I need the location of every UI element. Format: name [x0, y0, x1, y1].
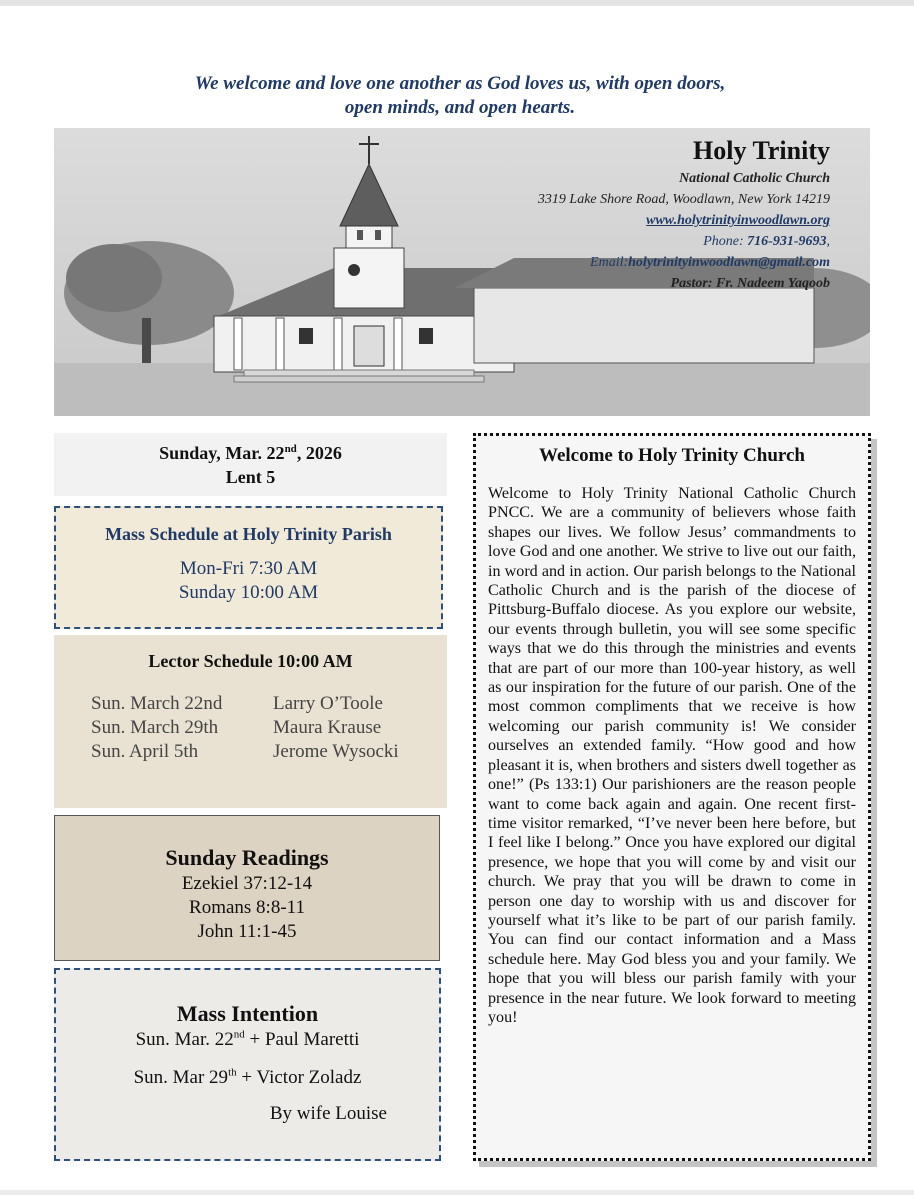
mass-schedule-weekday: Mon-Fri 7:30 AM: [179, 558, 318, 579]
date-sup: nd: [284, 443, 297, 455]
date-prefix: Sunday, Mar. 22: [159, 443, 285, 463]
reading-2: Romans 8:8-11: [189, 897, 305, 918]
welcome-title: Welcome to Holy Trinity Church: [539, 445, 805, 466]
reading-3: John 11:1-45: [197, 921, 297, 942]
pastor-line: [538, 273, 830, 294]
reading-1: Ezekiel 37:12-14: [181, 873, 313, 894]
lector-name: Jerome Wysocki: [273, 741, 399, 762]
mass-schedule-box: [54, 506, 443, 629]
intention-1-date: Sun. Mar. 22: [135, 1029, 234, 1050]
church-contact-info: [538, 136, 830, 294]
phone-suffix: ,: [826, 234, 830, 249]
website-link[interactable]: www.holytrinityinwoodlawn.org: [646, 213, 830, 228]
mass-schedule-sunday: Sunday 10:00 AM: [178, 582, 319, 603]
email-line: [538, 252, 830, 273]
intention-line-2: [56, 1066, 439, 1090]
lector-row: [54, 740, 447, 764]
church-subtitle: National Catholic Church: [679, 171, 830, 186]
intention-1-sup: nd: [233, 1028, 245, 1041]
mass-intention-box: [54, 968, 441, 1161]
pastor-label: Pastor: [670, 276, 708, 291]
motto-line-1: We welcome and love one another as God loves us, with open doors,: [194, 73, 726, 94]
lector-date: Sun. April 5th: [91, 741, 199, 762]
welcome-box: [473, 433, 871, 1161]
date-box: [54, 433, 447, 496]
phone-line: [538, 231, 830, 252]
intention-title: Mass Intention: [176, 1001, 319, 1026]
intention-line-1: [56, 1028, 439, 1052]
church-banner: [54, 128, 870, 416]
intention-2-date: Sun. Mar 29: [133, 1067, 229, 1088]
intention-2-name: + Victor Zoladz: [236, 1067, 362, 1088]
lector-name: Maura Krause: [273, 717, 382, 738]
top-bar: [0, 0, 914, 6]
lector-schedule-title: Lector Schedule 10:00 AM: [148, 651, 353, 671]
mass-schedule-title: Mass Schedule at Holy Trinity Parish: [105, 524, 392, 544]
phone-number[interactable]: 716-931-9693: [747, 234, 827, 249]
readings-title: Sunday Readings: [165, 845, 329, 870]
motto-line-2: open minds, and open hearts.: [344, 97, 576, 118]
parish-motto: [100, 72, 820, 120]
intention-2-sup: th: [228, 1066, 237, 1079]
date-suffix: , 2026: [296, 443, 342, 463]
lector-schedule-box: [54, 635, 447, 808]
intention-line-3: By wife Louise: [269, 1103, 387, 1124]
lector-date: Sun. March 22nd: [91, 693, 223, 714]
bottom-line: [0, 1190, 914, 1195]
bulletin-date: [54, 441, 447, 465]
lector-row: [54, 692, 447, 716]
lector-row: [54, 716, 447, 740]
liturgical-season: Lent 5: [225, 467, 276, 487]
church-tower: [334, 248, 404, 308]
welcome-body: Welcome to Holy Trinity National Catholic Church PNCC. We are a community of believers whose faith shapes our lives. We follow Jesus’ commandments to love God and one another. We strive to live out our faith, in word and in action. Our parish belongs to the National Catholic Church and is the parish of the diocese of Pittsburg-Buffalo diocese. As you explore our website, our events through bulletin, you will see some specific ways that we do this through the ministries and events that are part of our more than 100-year history, as well as our inspiration for the future of our parish. One of the most common compliments that we receive is how welcoming our parish community is! We consider ourselves an extended family. “How good and how pleasant it is, when brothers and sisters dwell together as one!” (Ps 133:1) Our parishioners are the reason people want to come back again and again. One recent first-time visitor remarked, “I’ve never been here before, but I feel like I belong.” Once you have explored our digital presence, we hope that you will come by and visit our church. We pray that you will be drawn to come in person one day to worship with us and discover for yourself what it’s like to be part of our parish family. You can find our contact information and a Mass schedule here. May God bless you and your family. We hope that you will bless our parish family with your presence in the near future. We look forward to meeting you!: [488, 485, 856, 1026]
sunday-readings-box: [54, 815, 440, 961]
lector-date: Sun. March 29th: [91, 717, 219, 738]
church-name: Holy Trinity: [693, 136, 830, 165]
phone-label: Phone:: [703, 234, 748, 249]
email-link[interactable]: holytrinityinwoodlawn@gmail.com: [628, 255, 830, 270]
email-label: Email:: [590, 255, 629, 270]
pastor-name: Fr. Nadeem Yaqoob: [716, 276, 830, 291]
church-address: 3319 Lake Shore Road, Woodlawn, New York 14219: [537, 192, 830, 207]
lector-name: Larry O’Toole: [273, 693, 383, 714]
intention-1-name: + Paul Maretti: [244, 1029, 360, 1050]
pastor-sep: :: [707, 276, 717, 291]
